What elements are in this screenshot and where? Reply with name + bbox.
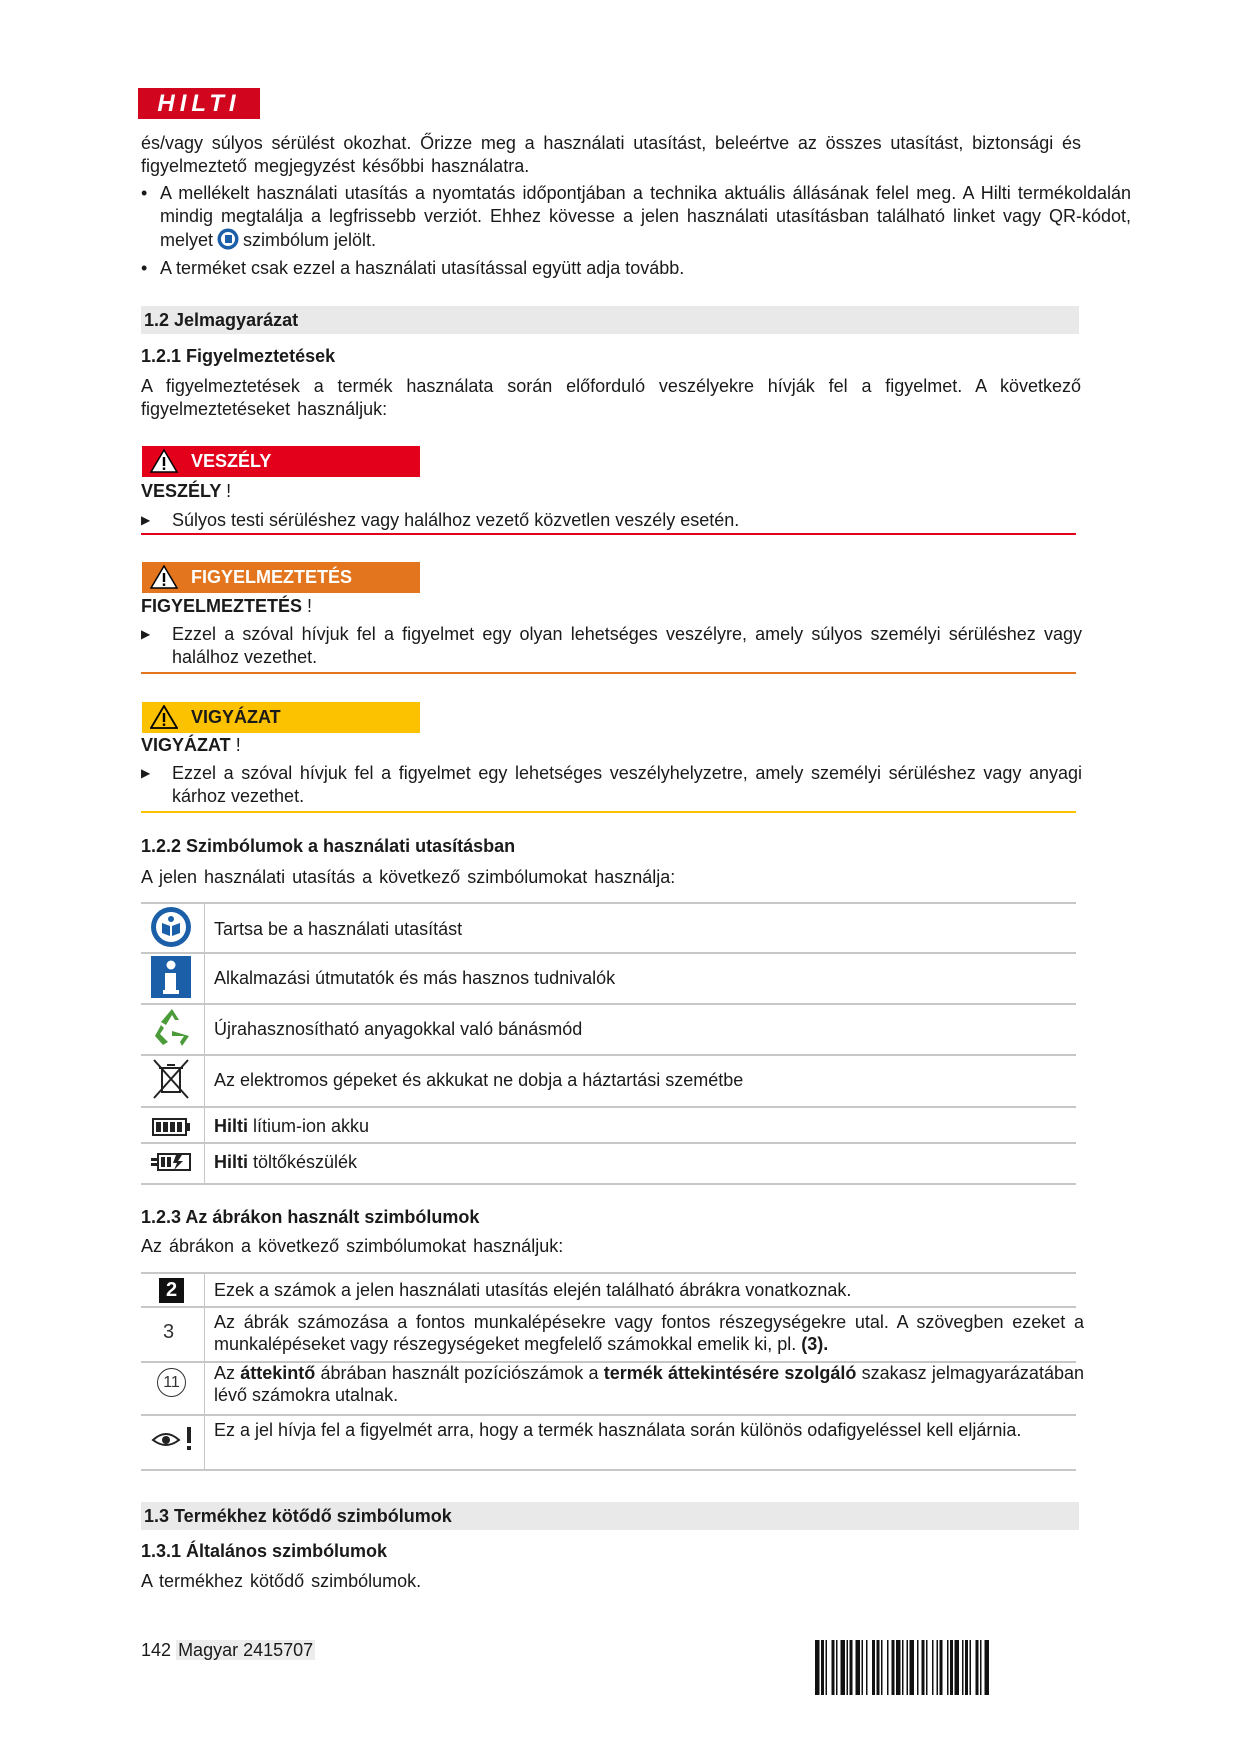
position-number-icon: 11	[157, 1368, 186, 1397]
figsym-row-2-text-b: (3)	[801, 1334, 824, 1354]
warning-triangle-icon	[150, 449, 178, 473]
figsym-row-4-text: Ez a jel hívja fel a figyelmét arra, hogy a termék használata során különös odafigyeléssel kell eljárnia.	[214, 1420, 1022, 1440]
triangle-bullet-icon: ▶	[141, 513, 151, 527]
figsym-row-2-text	[214, 1311, 1084, 1355]
info-icon	[151, 956, 191, 998]
barcode-bar	[922, 1640, 925, 1695]
attention-eye-icon	[151, 1426, 195, 1452]
sub-1-2-1-text: A figyelmeztetések a termék használata során előforduló veszélyekre hívják fel a figyelmet. A következő figyelmeztetéseket használjuk:	[141, 376, 1081, 419]
barcode-bar	[985, 1640, 990, 1695]
read-manual-inline-icon	[217, 228, 239, 256]
figsym-row-3-text-a: Az	[214, 1363, 241, 1383]
barcode-bar	[902, 1640, 904, 1695]
warning-word-text: FIGYELMEZTETÉS	[141, 596, 303, 616]
barcode-bar	[917, 1640, 919, 1695]
caution-bar-label: VIGYÁZAT	[191, 707, 281, 727]
table-rule	[141, 1054, 1076, 1056]
warning-triangle-icon	[150, 565, 178, 589]
footer-language-text: Magyar	[178, 1640, 239, 1660]
table-rule	[141, 1306, 1076, 1308]
figure-number-icon: 2	[159, 1278, 184, 1303]
table-rule	[141, 1183, 1076, 1185]
symbol-row-5-rest: lítium-ion akku	[248, 1116, 370, 1136]
charger-icon	[150, 1150, 194, 1172]
caution-item-text: Ezzel a szóval hívjuk fel a figyelmet egy lehetséges veszélyhelyzetre, amely személyi sérüléshez vagy anyagi kárhoz vezethet.	[172, 763, 1082, 806]
table-rule	[141, 1414, 1076, 1416]
symbol-row-5-text	[214, 1115, 1084, 1137]
caution-signal-bar	[142, 702, 420, 733]
warning-item-text: Ezzel a szóval hívjuk fel a figyelmet egy olyan lehetséges veszélyre, amely súlyos személyi sérüléshez vagy halálhoz vezethet.	[172, 624, 1082, 667]
battery-icon	[152, 1118, 192, 1136]
danger-item-text: Súlyos testi sérüléshez vagy halálhoz vezető közvetlen veszély esetén.	[172, 510, 740, 530]
barcode-bar	[955, 1640, 960, 1695]
danger-word	[141, 481, 231, 502]
sub-1-2-1-title: 1.2.1 Figyelmeztetések	[141, 346, 336, 366]
symbol-row-5-bold: Hilti	[214, 1116, 248, 1136]
warning-triangle-icon	[150, 705, 178, 729]
table-rule	[141, 1106, 1076, 1108]
figsym-row-3-text	[214, 1362, 1084, 1406]
symbol-row-2-text: Alkalmazási útmutatók és más hasznos tudnivalók	[214, 968, 616, 988]
triangle-bullet-icon: ▶	[141, 627, 151, 641]
page-number: 142	[141, 1640, 172, 1660]
symbol-row-3-text: Újrahasznosítható anyagokkal való bánásmód	[214, 1019, 583, 1039]
barcode-bar	[910, 1640, 915, 1695]
danger-signal-bar	[142, 446, 420, 477]
figsym-row-2-text-a: Az ábrák számozása a fontos munkalépésekre vagy fontos részegységekre utal. A szövegben ezeket a munkalépéseket vagy részegységeket megfelelő számokkal emelik ki, pl.	[214, 1312, 1084, 1354]
warning-signal-bar	[142, 562, 420, 593]
caution-excl: !	[235, 735, 241, 755]
footer-language	[176, 1640, 315, 1660]
table-rule	[141, 902, 1076, 904]
barcode-bar	[856, 1640, 861, 1695]
barcode-bar	[821, 1640, 824, 1695]
figsym-row-3-text-d: termék áttekintésére szolgáló	[603, 1363, 857, 1383]
barcode-bar	[932, 1640, 934, 1695]
intro-bullet-1-text: A mellékelt használati utasítás a nyomtatás időpontjában a technika aktuális állásának felel meg. A Hilti termékoldalán mindig megtalálja a legfrissebb verziót. Ehhez kövesse a jelen használati utasításban található linket vagy QR-kódot, melyet	[160, 183, 1131, 250]
barcode-bar	[907, 1640, 909, 1695]
barcode-bar	[877, 1640, 880, 1695]
figsym-row-2-text-c: .	[823, 1334, 829, 1354]
symbol-row-6-bold: Hilti	[214, 1152, 248, 1172]
figsym-row-3-text-b: áttekintő	[240, 1363, 316, 1383]
barcode-bar	[947, 1640, 949, 1695]
barcode-bar	[892, 1640, 895, 1695]
barcode-bar	[970, 1640, 972, 1695]
footer-doc-number: 2415707	[243, 1640, 314, 1660]
barcode-bar	[847, 1640, 849, 1695]
barcode-bar	[887, 1640, 889, 1695]
table-rule	[141, 952, 1076, 954]
caution-rule	[141, 811, 1076, 813]
figsym-row-3-text-c: ábrában használt pozíciószámok a	[315, 1363, 604, 1383]
warning-word	[141, 596, 312, 617]
symbol-row-1-text: Tartsa be a használati utasítást	[214, 919, 463, 939]
sub-1-2-3-title: 1.2.3 Az ábrákon használt szimbólumok	[141, 1207, 480, 1227]
barcode-bar	[862, 1640, 864, 1695]
barcode-bar	[896, 1640, 901, 1695]
figsym-row-3-text-e: szakasz jelmagyarázatában lévő számokra utalnak.	[214, 1363, 1084, 1405]
barcode-bar	[965, 1640, 968, 1695]
barcode-bar	[841, 1640, 846, 1695]
barcode-bar	[980, 1640, 982, 1695]
section-1-3-title: 1.3 Termékhez kötődő szimbólumok	[141, 1502, 1079, 1530]
barcode-bar	[950, 1640, 953, 1695]
barcode-bar	[836, 1640, 838, 1695]
barcode-bar	[962, 1640, 964, 1695]
barcode-bar	[937, 1640, 939, 1695]
intro-bullet-1-text-end: szimbólum jelölt.	[243, 230, 377, 250]
symbol-row-6-text	[214, 1151, 1084, 1173]
barcode-bar	[881, 1640, 883, 1695]
warning-rule	[141, 672, 1076, 674]
barcode-bar	[976, 1640, 979, 1695]
barcode	[815, 1640, 1075, 1695]
recycle-icon	[151, 1006, 193, 1048]
sub-1-2-3-text: Az ábrákon a következő szimbólumokat használjuk:	[141, 1236, 564, 1256]
barcode-bar	[866, 1640, 868, 1695]
table-rule	[141, 1003, 1076, 1005]
crossed-bin-icon	[152, 1058, 190, 1100]
barcode-bar	[940, 1640, 943, 1695]
warning-bar-label: FIGYELMEZTETÉS	[191, 567, 353, 587]
danger-excl: !	[226, 481, 232, 501]
step-number-icon: 3	[163, 1321, 175, 1343]
caution-word	[141, 735, 241, 756]
table-rule	[141, 1469, 1076, 1471]
barcode-bar	[832, 1640, 835, 1695]
sub-1-3-1-title: 1.3.1 Általános szimbólumok	[141, 1541, 388, 1561]
barcode-bar	[872, 1640, 875, 1695]
intro-bullet-2-text: A terméket csak ezzel a használati utasítással együtt adja tovább.	[160, 258, 685, 278]
danger-bar-label: VESZÉLY	[191, 451, 272, 471]
page-footer	[141, 1640, 315, 1661]
danger-rule	[141, 533, 1076, 535]
figsym-row-1-text: Ezek a számok a jelen használati utasítás elején található ábrákra vonatkoznak.	[214, 1280, 852, 1300]
table-rule	[141, 1142, 1076, 1144]
hilti-logo: HILTI	[138, 88, 260, 119]
warning-excl: !	[307, 596, 313, 616]
symbol-row-4-text: Az elektromos gépeket és akkukat ne dobja a háztartási szemétbe	[214, 1070, 744, 1090]
read-manual-icon	[150, 906, 192, 948]
triangle-bullet-icon: ▶	[141, 766, 151, 780]
sub-1-3-1-text: A termékhez kötődő szimbólumok.	[141, 1571, 422, 1591]
caution-word-text: VIGYÁZAT	[141, 735, 231, 755]
intro-paragraph: és/vagy súlyos sérülést okozhat. Őrizze meg a használati utasítást, beleértve az összes utasítást, biztonsági és figyelmeztető megjegyzést későbbi használatra.	[141, 133, 1081, 176]
table-rule	[141, 1272, 1076, 1274]
barcode-bar	[826, 1640, 828, 1695]
sub-1-2-2-text: A jelen használati utasítás a következő szimbólumokat használja:	[141, 867, 676, 887]
danger-word-text: VESZÉLY	[141, 481, 222, 501]
table-column-divider	[204, 1273, 205, 1470]
barcode-bar	[926, 1640, 928, 1695]
section-1-2-title: 1.2 Jelmagyarázat	[141, 306, 1079, 334]
symbol-row-6-rest: töltőkészülék	[248, 1152, 358, 1172]
barcode-bar	[815, 1640, 820, 1695]
sub-1-2-2-title: 1.2.2 Szimbólumok a használati utasításban	[141, 836, 516, 856]
barcode-bar	[850, 1640, 853, 1695]
